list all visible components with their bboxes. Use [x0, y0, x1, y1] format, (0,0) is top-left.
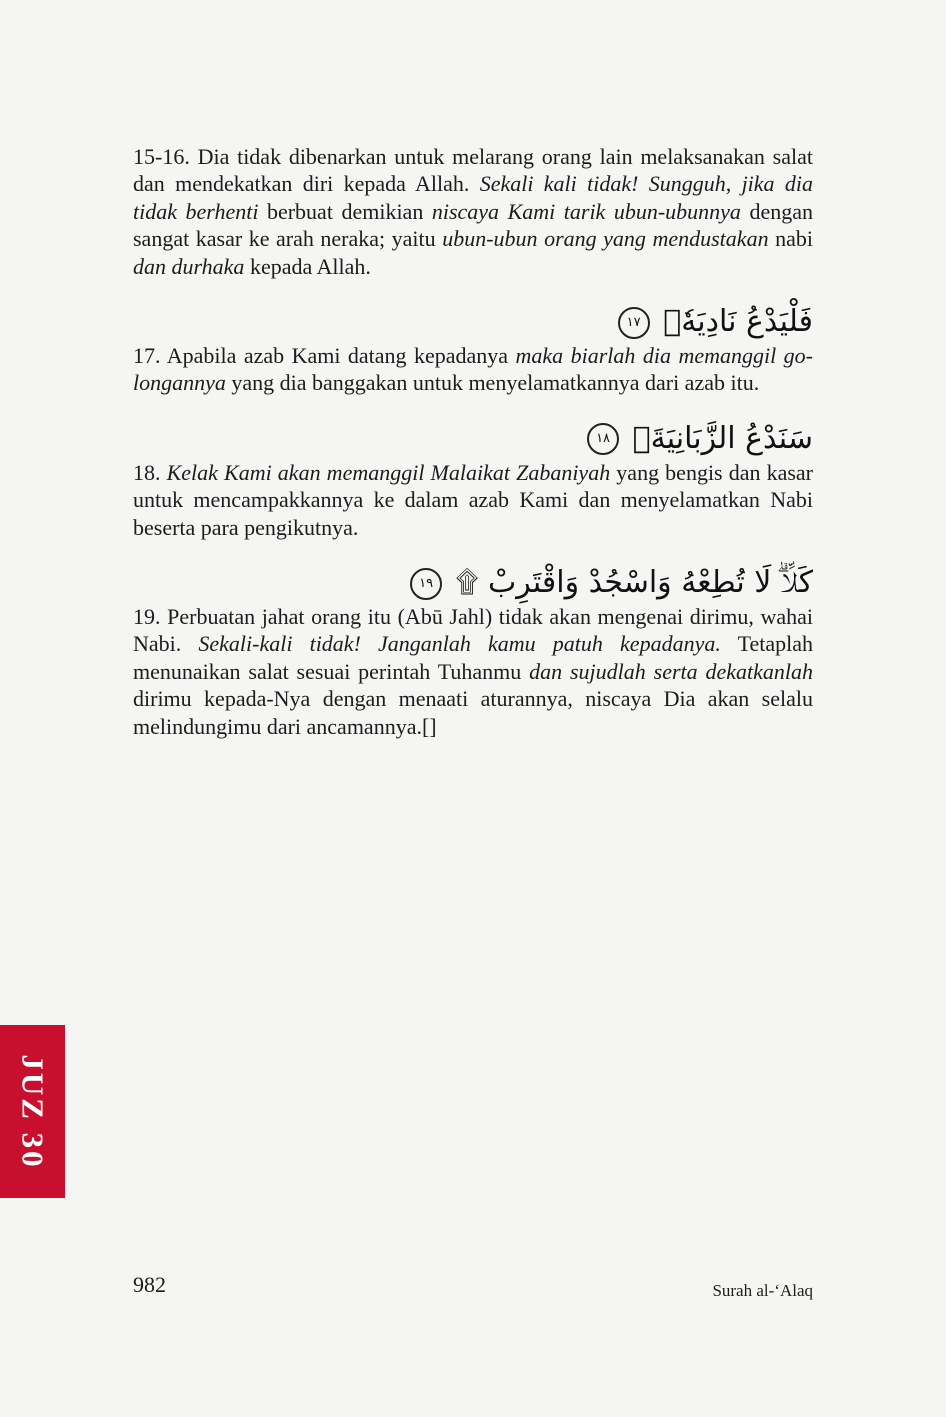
juz-side-tab	[0, 1025, 65, 1198]
text-segment: Tetaplah menunaikan salat sesuai perintah Tuhanmu	[133, 631, 813, 684]
translation-verse-19	[133, 603, 813, 740]
translation-verse-18	[133, 459, 813, 541]
text-segment-italic: Sekali kali tidak! Sungguh, jika dia tidak berhenti	[133, 171, 813, 224]
text-segment: 19. Perbuatan jahat orang itu (Abū Jahl) tidak akan mengenai dirimu, wahai Nabi.	[133, 604, 813, 657]
translation-verse-15-16	[133, 143, 813, 280]
arabic-text: سَنَدْعُ الزَّبَانِيَةَۙ	[632, 420, 813, 456]
translation-verse-17	[133, 342, 813, 397]
page-number: 982	[133, 1272, 166, 1297]
text-segment-italic: niscaya Kami tarik ubun-ubunnya	[431, 198, 741, 224]
text-segment: kepada Allah.	[244, 253, 371, 279]
ayah-number-marker: ١٧	[618, 307, 650, 339]
arabic-text: كَلَّاۗ لَا تُطِعْهُ وَاسْجُدْ وَاقْتَرِبْ ۩	[455, 565, 813, 601]
arabic-text: فَلْيَدْعُ نَادِيَهٗۙ	[663, 304, 813, 340]
ayah-number-marker: ١٩	[410, 568, 442, 600]
juz-label: JUZ 30	[15, 1053, 51, 1170]
text-segment: 18.	[133, 459, 167, 485]
text-segment-italic: ubun-ubun orang yang mendustakan	[442, 226, 769, 252]
page-content	[133, 143, 813, 740]
text-segment-italic: dan durhaka	[133, 253, 245, 279]
text-segment-italic: Sekali-kali tidak! Janganlah kamu patuh kepadanya.	[198, 631, 721, 657]
arabic-verse-17	[133, 302, 813, 342]
text-segment: yang dia banggakan untuk menyelamatkannya dari azab itu.	[225, 370, 760, 396]
text-segment: 15-16. Dia tidak dibenarkan untuk melarang orang lain melaksanakan salat dan mendekatkan diri kepada Allah.	[133, 144, 813, 197]
text-segment: dirimu kepada-Nya dengan menaati aturannya, niscaya Dia akan selalu melindungimu dari ancamannya.[]	[133, 686, 813, 739]
text-segment-italic: maka biarlah dia memanggil golongannya	[133, 343, 813, 396]
text-segment: 17. Apabila azab Kami datang kepadanya	[133, 343, 516, 369]
running-footer-title: Surah al-‘Alaq	[712, 1281, 813, 1300]
arabic-verse-19	[133, 563, 813, 603]
text-segment-italic: Kelak Kami akan memanggil Malaikat Zabaniyah	[166, 459, 611, 485]
text-segment: dengan sangat kasar ke arah neraka; yaitu	[133, 198, 813, 252]
text-segment: nabi	[768, 226, 813, 252]
text-segment: berbuat demikian	[258, 198, 432, 224]
text-segment-italic: dan sujudlah serta dekatkanlah	[529, 658, 814, 684]
ayah-number-marker: ١٨	[587, 423, 619, 455]
arabic-verse-18	[133, 419, 813, 459]
text-segment: yang bengis dan kasar untuk mencampakkannya ke dalam azab Kami dan menyelamatkan Nabi beserta para pengikutnya.	[133, 459, 814, 540]
